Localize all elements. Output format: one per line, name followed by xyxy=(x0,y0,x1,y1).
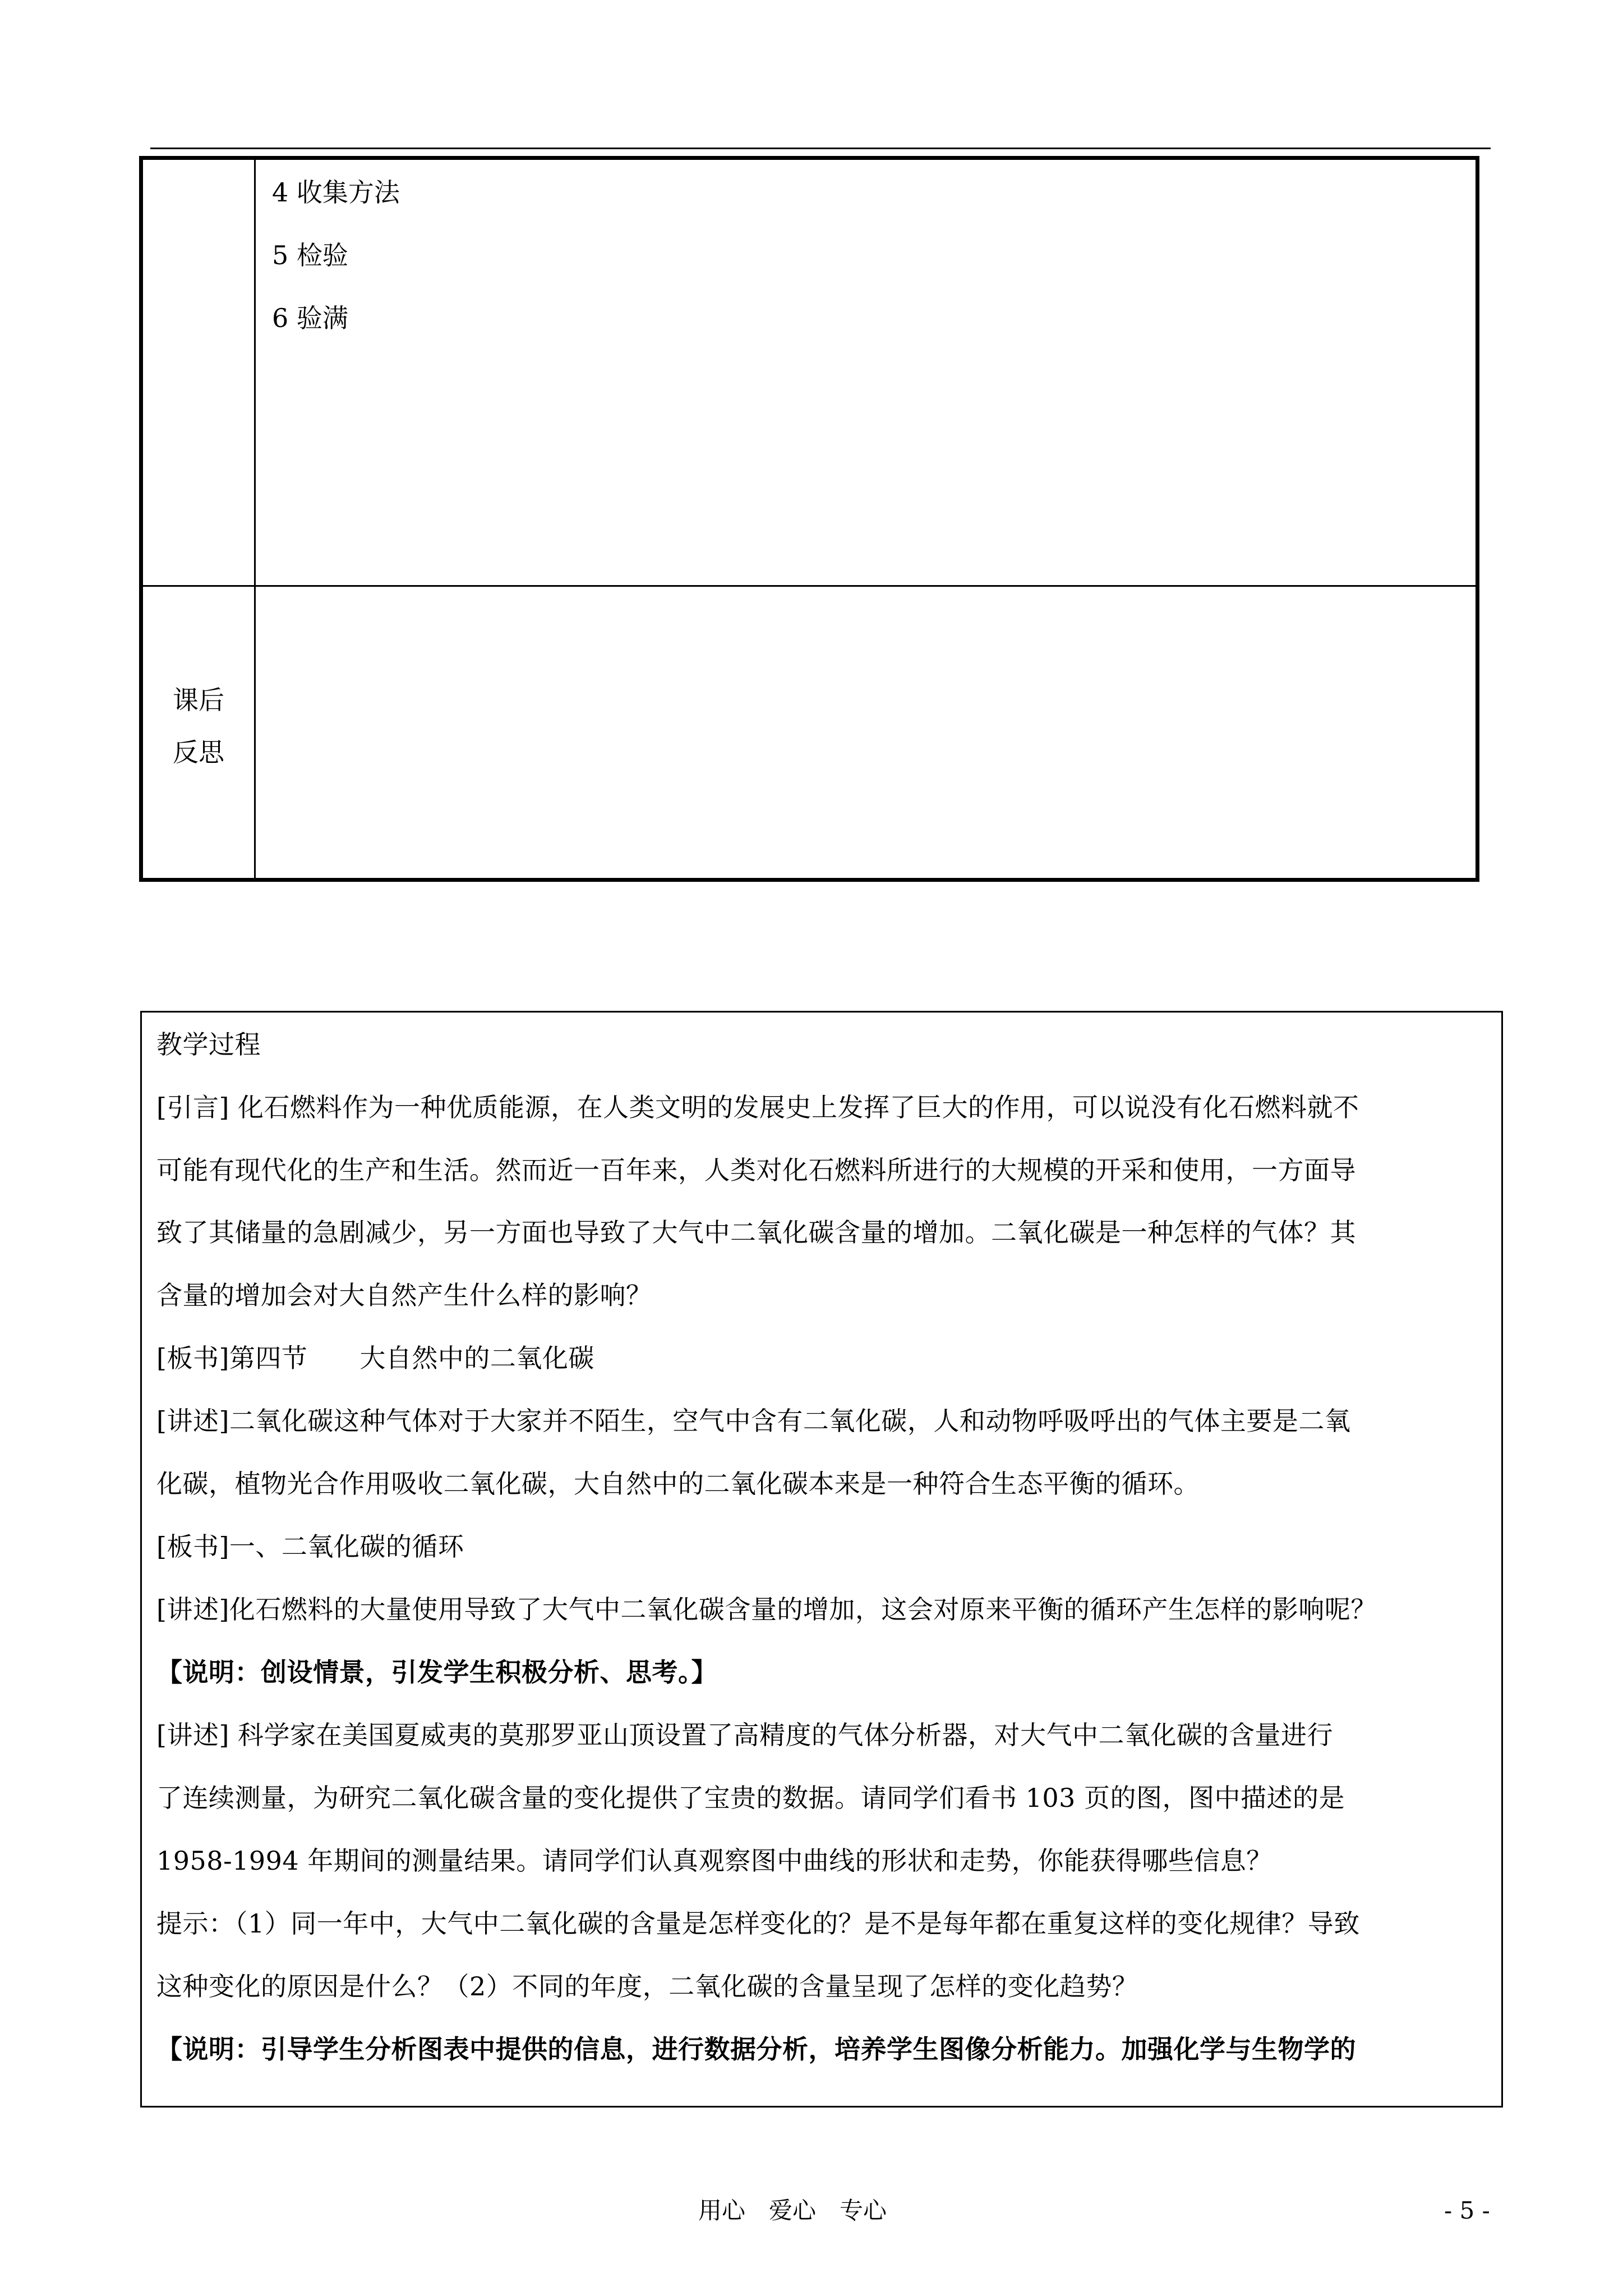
process-line: [引言] 化石燃料作为一种优质能源，在人类文明的发展史上发挥了巨大的作用，可以说没有化石燃料就不 xyxy=(156,1092,1359,1122)
table-column-divider xyxy=(254,160,256,878)
process-line: 致了其储量的急剧减少，另一方面也导致了大气中二氧化碳含量的增加。二氧化碳是一种怎样的气体？其 xyxy=(156,1217,1356,1248)
note-bold: 【说明：创设情景，引发学生积极分析、思考。】 xyxy=(156,1657,717,1687)
step-test: 5 检验 xyxy=(272,240,348,270)
process-heading: 教学过程 xyxy=(156,1029,261,1060)
process-line: 可能有现代化的生产和生活。然而近一百年来，人类对化石燃料所进行的大规模的开采和使用，一方面导 xyxy=(156,1155,1356,1185)
reflection-label-line-2: 反思 xyxy=(173,737,224,767)
process-line: [讲述]二氧化碳这种气体对于大家并不陌生，空气中含有二氧化碳，人和动物呼吸呼出的气体主要是二氧 xyxy=(156,1406,1351,1436)
teaching-process-box xyxy=(140,1011,1503,2108)
blackboard-subsection: [板书]一、二氧化碳的循环 xyxy=(156,1531,464,1562)
table-row-divider xyxy=(143,585,1476,587)
process-line: 了连续测量，为研究二氧化碳含量的变化提供了宝贵的数据。请同学们看书 103 页的图，图中描述的是 xyxy=(156,1783,1345,1813)
reflection-label-line-1: 课后 xyxy=(173,685,224,715)
step-collection-method: 4 收集方法 xyxy=(272,177,400,208)
page-number: - 5 - xyxy=(1444,2197,1490,2224)
footer-motto: 用心 爱心 专心 xyxy=(698,2197,887,2224)
lesson-plan-table xyxy=(139,156,1479,882)
step-full-check: 6 验满 xyxy=(272,303,348,333)
process-line: [讲述] 科学家在美国夏威夷的莫那罗亚山顶设置了高精度的气体分析器，对大气中二氧化碳的含量进行 xyxy=(156,1720,1334,1750)
blackboard-section-title: [板书]第四节 大自然中的二氧化碳 xyxy=(156,1343,594,1373)
process-line: [讲述]化石燃料的大量使用导致了大气中二氧化碳含量的增加，这会对原来平衡的循环产生怎样的影响呢？ xyxy=(156,1594,1377,1625)
process-line: 化碳，植物光合作用吸收二氧化碳，大自然中的二氧化碳本来是一种符合生态平衡的循环。 xyxy=(156,1469,1200,1499)
header-rule xyxy=(150,148,1491,149)
process-line: 含量的增加会对大自然产生什么样的影响？ xyxy=(156,1280,652,1310)
process-line: 1958-1994 年期间的测量结果。请同学们认真观察图中曲线的形状和走势，你能获得哪些信息？ xyxy=(156,1846,1272,1876)
hint-line: 提示：（1）同一年中，大气中二氧化碳的含量是怎样变化的？是不是每年都在重复这样的变化规律？导致 xyxy=(156,1908,1360,1939)
note-bold: 【说明：引导学生分析图表中提供的信息，进行数据分析，培养学生图像分析能力。加强化学与生物学的 xyxy=(156,2034,1356,2064)
hint-line: 这种变化的原因是什么？（2）不同的年度，二氧化碳的含量呈现了怎样的变化趋势？ xyxy=(156,1971,1138,2001)
